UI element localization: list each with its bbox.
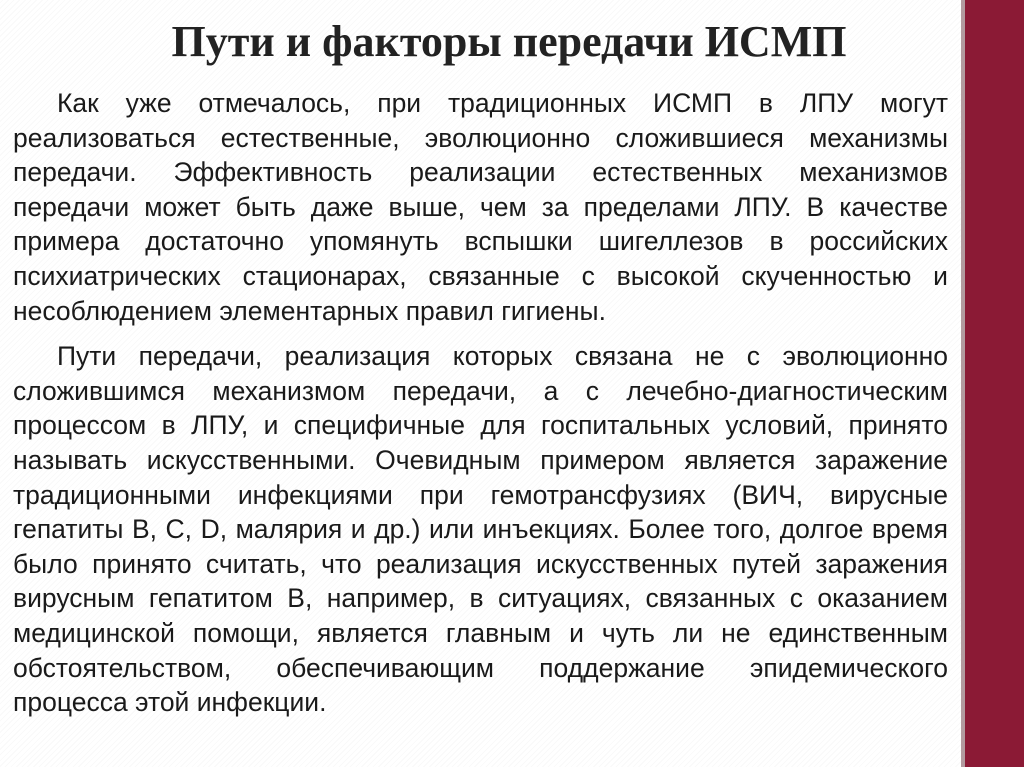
slide-title-text: Пути и факторы передачи ИСМП <box>171 17 847 66</box>
paragraph-artificial-transmission: Пути передачи, реализация которых связана не с эволюционно сложившимся механизмом передачи, а с лечебно-диагностическим процессом в ЛПУ, и специфичные для госпитальных условий, принято называть искусственными. Очевидным примером является заражение традиционными инфекциями при гемотрансфузиях (ВИЧ, вирусные гепатиты В, С, D, малярия и др.) или инъекциях. Более того, долгое время было принято считать, что реализация искусственных путей заражения вирусным гепатитом В, например, в ситуациях, связанных с оказанием медицинской помощи, является главным и чуть ли не единственным обстоятельством, обеспечивающим поддержание эпидемического процесса этой инфекции. <box>13 341 948 718</box>
slide-body <box>13 86 948 720</box>
slide-title <box>0 14 1024 70</box>
accent-side-bar <box>965 0 1024 767</box>
paragraph-natural-transmission: Как уже отмечалось, при традиционных ИСМП в ЛПУ могут реализоваться естественные, эволюционно сложившиеся механизмы передачи. Эффективность реализации естественных механизмов передачи может быть даже выше, чем за пределами ЛПУ. В качестве примера достаточно упомянуть вспышки шигеллезов в российских психиатрических стационарах, связанные с высокой скученностью и несоблюдением элементарных правил гигиены. <box>13 88 948 326</box>
